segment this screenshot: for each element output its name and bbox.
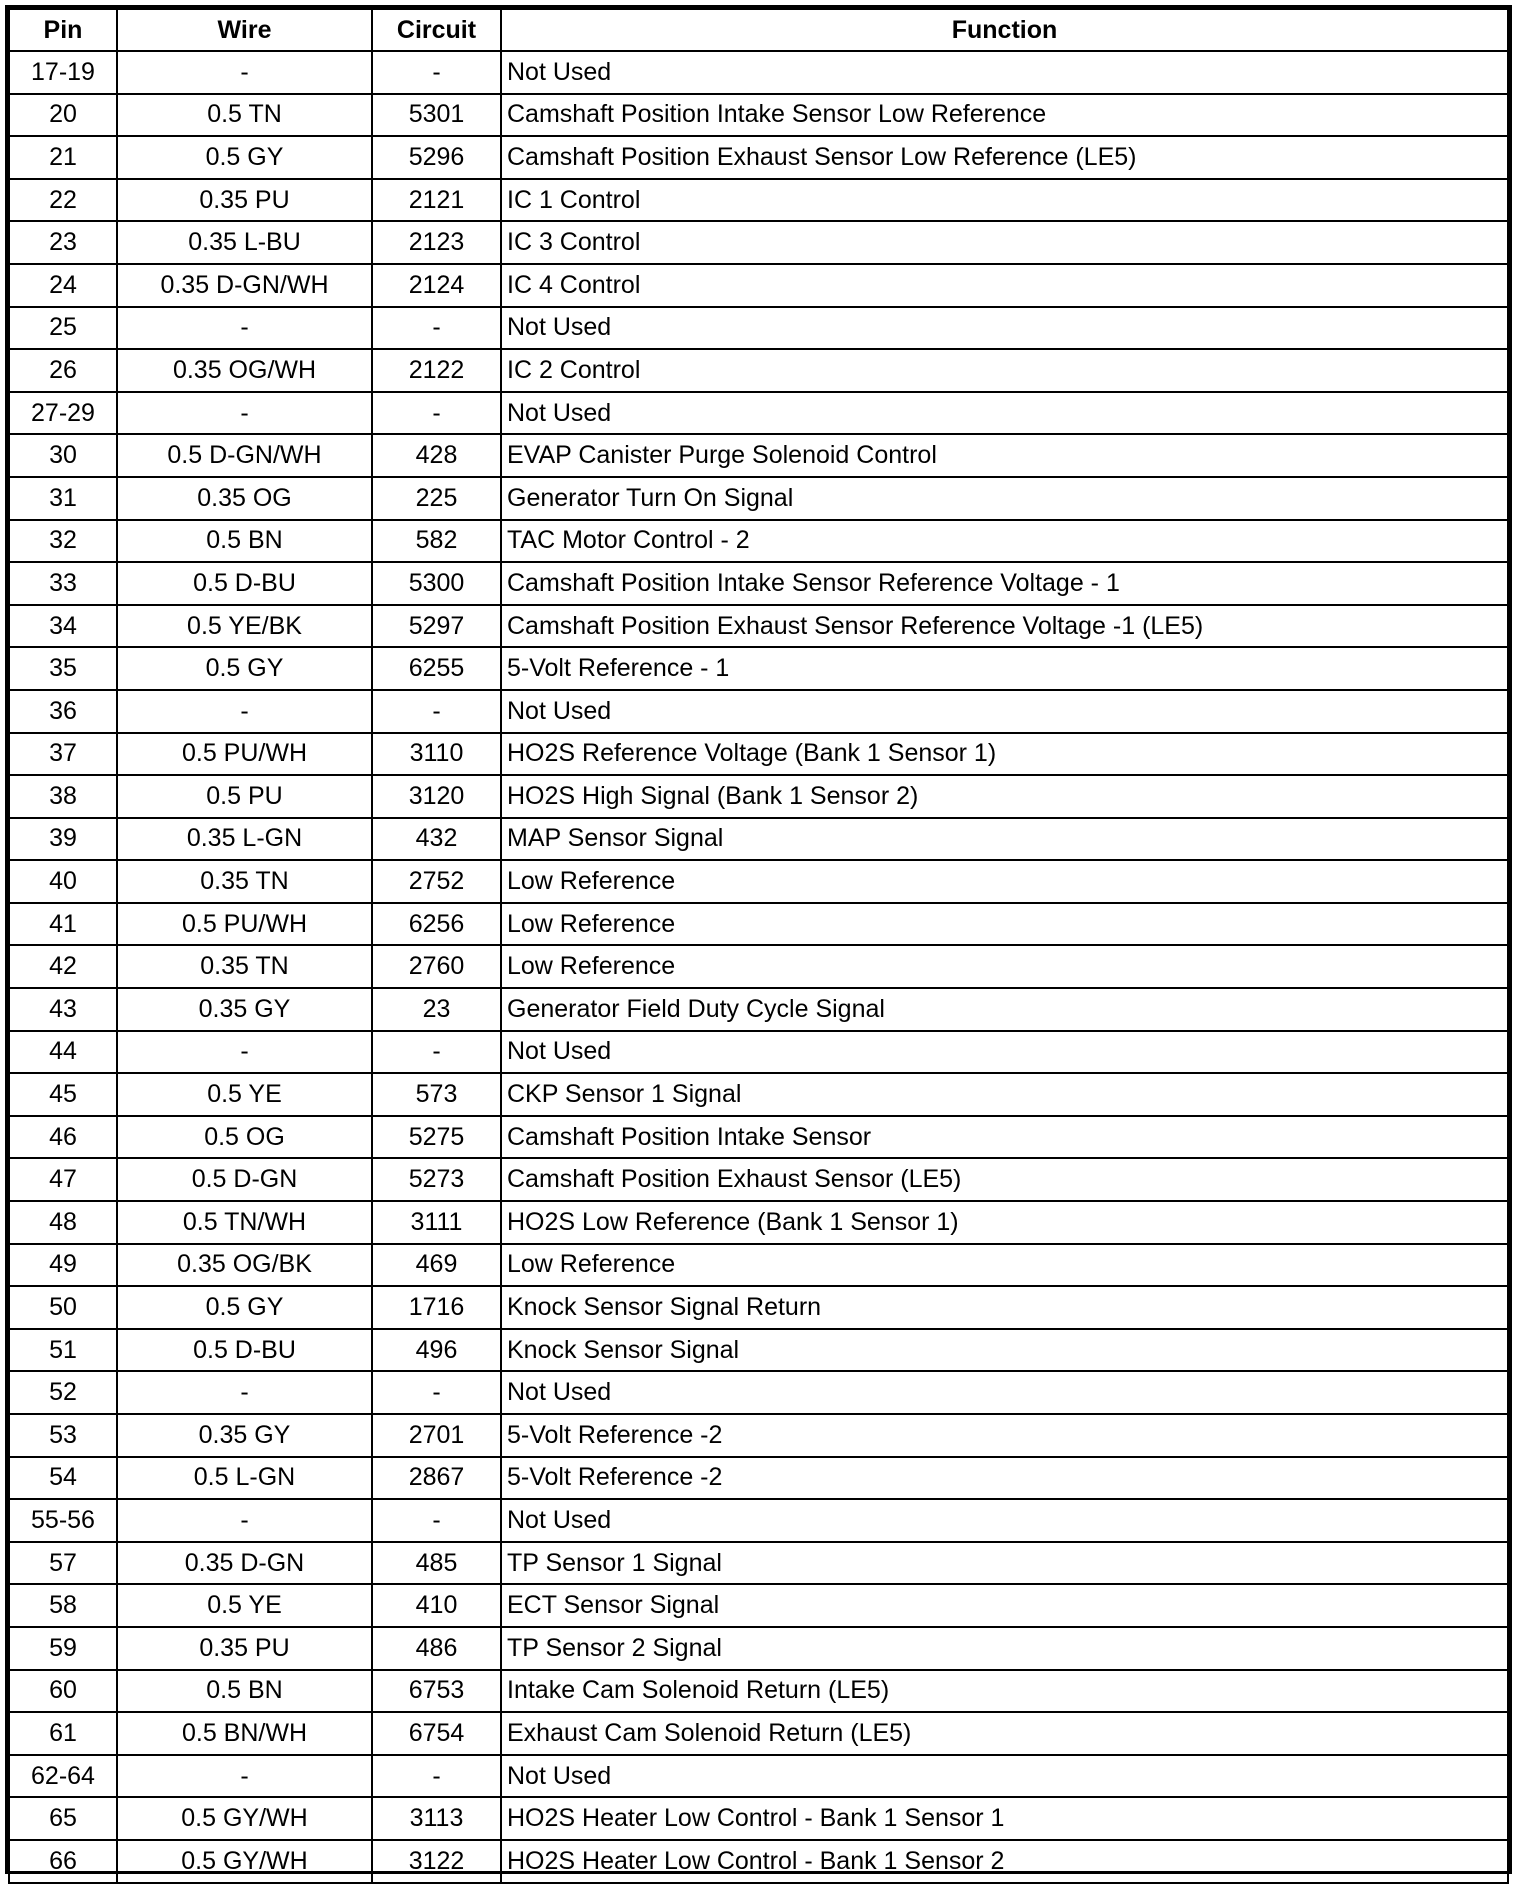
table-row — [9, 1584, 1508, 1627]
pin-cell: 61 — [9, 1712, 117, 1755]
pin-cell: 17-19 — [9, 51, 117, 94]
table-row — [9, 562, 1508, 605]
wire-cell: 0.35 GY — [117, 988, 372, 1031]
wire-cell: 0.35 PU — [117, 1627, 372, 1670]
function-cell: IC 4 Control — [501, 264, 1508, 307]
function-cell: Not Used — [501, 1371, 1508, 1414]
table-row — [9, 1031, 1508, 1074]
wire-cell: 0.5 YE — [117, 1073, 372, 1116]
wire-cell: 0.5 GY/WH — [117, 1797, 372, 1840]
table-row — [9, 136, 1508, 179]
function-cell: Not Used — [501, 690, 1508, 733]
wire-cell: - — [117, 1755, 372, 1798]
function-cell: Generator Turn On Signal — [501, 477, 1508, 520]
wire-cell: - — [117, 1371, 372, 1414]
wire-cell: 0.5 BN — [117, 1670, 372, 1713]
function-cell: IC 3 Control — [501, 221, 1508, 264]
pin-cell: 51 — [9, 1329, 117, 1372]
pin-cell: 48 — [9, 1201, 117, 1244]
function-cell: IC 2 Control — [501, 349, 1508, 392]
circuit-cell: 5296 — [372, 136, 501, 179]
circuit-cell: 2760 — [372, 945, 501, 988]
wire-cell: 0.5 GY/WH — [117, 1840, 372, 1883]
wire-cell: - — [117, 307, 372, 350]
circuit-cell: - — [372, 1499, 501, 1542]
circuit-cell: 2121 — [372, 179, 501, 222]
wire-cell: 0.5 TN — [117, 94, 372, 137]
function-cell: 5-Volt Reference -2 — [501, 1457, 1508, 1500]
circuit-cell: - — [372, 1371, 501, 1414]
circuit-cell: - — [372, 307, 501, 350]
table-row — [9, 221, 1508, 264]
pin-cell: 30 — [9, 434, 117, 477]
pin-cell: 58 — [9, 1584, 117, 1627]
wire-cell: 0.5 BN — [117, 520, 372, 563]
table-row — [9, 1244, 1508, 1287]
function-cell: Knock Sensor Signal Return — [501, 1286, 1508, 1329]
pin-cell: 46 — [9, 1116, 117, 1159]
pin-cell: 44 — [9, 1031, 117, 1074]
function-cell: Not Used — [501, 307, 1508, 350]
function-cell: Camshaft Position Intake Sensor Reference Voltage - 1 — [501, 562, 1508, 605]
function-cell: Not Used — [501, 1755, 1508, 1798]
function-cell: HO2S High Signal (Bank 1 Sensor 2) — [501, 775, 1508, 818]
table-row — [9, 945, 1508, 988]
wire-cell: 0.35 TN — [117, 860, 372, 903]
pin-cell: 27-29 — [9, 392, 117, 435]
function-cell: Camshaft Position Intake Sensor Low Reference — [501, 94, 1508, 137]
wire-cell: - — [117, 690, 372, 733]
function-cell: ECT Sensor Signal — [501, 1584, 1508, 1627]
circuit-cell: 410 — [372, 1584, 501, 1627]
circuit-cell: 5300 — [372, 562, 501, 605]
wire-cell: 0.35 OG/WH — [117, 349, 372, 392]
table-row — [9, 477, 1508, 520]
circuit-cell: 6753 — [372, 1670, 501, 1713]
wire-cell: 0.5 PU/WH — [117, 903, 372, 946]
function-cell: Camshaft Position Exhaust Sensor Reference Voltage -1 (LE5) — [501, 605, 1508, 648]
table-row — [9, 988, 1508, 1031]
circuit-cell: - — [372, 392, 501, 435]
table-row — [9, 1158, 1508, 1201]
function-cell: Intake Cam Solenoid Return (LE5) — [501, 1670, 1508, 1713]
circuit-cell: 496 — [372, 1329, 501, 1372]
function-cell: Low Reference — [501, 903, 1508, 946]
pin-cell: 42 — [9, 945, 117, 988]
circuit-cell: - — [372, 1031, 501, 1074]
function-cell: 5-Volt Reference -2 — [501, 1414, 1508, 1457]
pin-cell: 33 — [9, 562, 117, 605]
circuit-cell: 469 — [372, 1244, 501, 1287]
table-row — [9, 434, 1508, 477]
table-row — [9, 1499, 1508, 1542]
function-cell: Not Used — [501, 1499, 1508, 1542]
table-row — [9, 51, 1508, 94]
table-header-row — [9, 9, 1508, 51]
table-row — [9, 1073, 1508, 1116]
column-header-pin: Pin — [9, 9, 117, 51]
table-row — [9, 647, 1508, 690]
table-row — [9, 349, 1508, 392]
table-row — [9, 1542, 1508, 1585]
function-cell: Not Used — [501, 392, 1508, 435]
wire-cell: 0.5 D-BU — [117, 1329, 372, 1372]
wire-cell: 0.5 D-GN — [117, 1158, 372, 1201]
circuit-cell: 6754 — [372, 1712, 501, 1755]
wire-cell: - — [117, 1499, 372, 1542]
table-row — [9, 1457, 1508, 1500]
circuit-cell: 485 — [372, 1542, 501, 1585]
function-cell: EVAP Canister Purge Solenoid Control — [501, 434, 1508, 477]
wire-cell: 0.5 OG — [117, 1116, 372, 1159]
pin-cell: 60 — [9, 1670, 117, 1713]
column-header-wire: Wire — [117, 9, 372, 51]
circuit-cell: 2123 — [372, 221, 501, 264]
function-cell: Generator Field Duty Cycle Signal — [501, 988, 1508, 1031]
pin-cell: 22 — [9, 179, 117, 222]
pin-cell: 35 — [9, 647, 117, 690]
circuit-cell: 2122 — [372, 349, 501, 392]
wire-cell: 0.5 YE/BK — [117, 605, 372, 648]
table-row — [9, 1840, 1508, 1883]
wire-cell: 0.5 PU/WH — [117, 733, 372, 776]
circuit-cell: 3111 — [372, 1201, 501, 1244]
pin-cell: 59 — [9, 1627, 117, 1670]
pin-cell: 41 — [9, 903, 117, 946]
circuit-cell: 2752 — [372, 860, 501, 903]
wire-cell: 0.5 D-BU — [117, 562, 372, 605]
table-row — [9, 392, 1508, 435]
function-cell: 5-Volt Reference - 1 — [501, 647, 1508, 690]
wire-cell: 0.5 GY — [117, 647, 372, 690]
table-row — [9, 1670, 1508, 1713]
function-cell: Low Reference — [501, 945, 1508, 988]
table-row — [9, 1755, 1508, 1798]
function-cell: CKP Sensor 1 Signal — [501, 1073, 1508, 1116]
table-row — [9, 903, 1508, 946]
function-cell: TP Sensor 1 Signal — [501, 1542, 1508, 1585]
pin-cell: 36 — [9, 690, 117, 733]
circuit-cell: 2701 — [372, 1414, 501, 1457]
pin-cell: 54 — [9, 1457, 117, 1500]
circuit-cell: 573 — [372, 1073, 501, 1116]
pin-cell: 34 — [9, 605, 117, 648]
pin-cell: 52 — [9, 1371, 117, 1414]
circuit-cell: 5273 — [372, 1158, 501, 1201]
pin-cell: 45 — [9, 1073, 117, 1116]
pin-cell: 43 — [9, 988, 117, 1031]
table-row — [9, 1627, 1508, 1670]
pin-cell: 24 — [9, 264, 117, 307]
table-row — [9, 1329, 1508, 1372]
circuit-cell: 432 — [372, 818, 501, 861]
circuit-cell: - — [372, 1755, 501, 1798]
wire-cell: - — [117, 392, 372, 435]
circuit-cell: 428 — [372, 434, 501, 477]
circuit-cell: 6256 — [372, 903, 501, 946]
table-row — [9, 690, 1508, 733]
wire-cell: 0.35 OG — [117, 477, 372, 520]
pin-cell: 49 — [9, 1244, 117, 1287]
circuit-cell: 5275 — [372, 1116, 501, 1159]
table-row — [9, 264, 1508, 307]
circuit-cell: 225 — [372, 477, 501, 520]
wire-cell: 0.5 BN/WH — [117, 1712, 372, 1755]
pin-cell: 53 — [9, 1414, 117, 1457]
circuit-cell: 2124 — [372, 264, 501, 307]
circuit-cell: 3113 — [372, 1797, 501, 1840]
pin-cell: 62-64 — [9, 1755, 117, 1798]
wire-cell: - — [117, 1031, 372, 1074]
wire-cell: 0.5 YE — [117, 1584, 372, 1627]
table-row — [9, 1116, 1508, 1159]
table-row — [9, 860, 1508, 903]
function-cell: Camshaft Position Intake Sensor — [501, 1116, 1508, 1159]
table-row — [9, 775, 1508, 818]
circuit-cell: 5301 — [372, 94, 501, 137]
wire-cell: 0.35 TN — [117, 945, 372, 988]
function-cell: HO2S Heater Low Control - Bank 1 Sensor 2 — [501, 1840, 1508, 1883]
table-row — [9, 1797, 1508, 1840]
wire-cell: 0.35 D-GN — [117, 1542, 372, 1585]
table-row — [9, 1201, 1508, 1244]
table-row — [9, 307, 1508, 350]
function-cell: HO2S Reference Voltage (Bank 1 Sensor 1) — [501, 733, 1508, 776]
function-cell: Low Reference — [501, 1244, 1508, 1287]
wire-cell: 0.5 GY — [117, 136, 372, 179]
pin-cell: 25 — [9, 307, 117, 350]
circuit-cell: 3120 — [372, 775, 501, 818]
function-cell: Not Used — [501, 1031, 1508, 1074]
pin-cell: 65 — [9, 1797, 117, 1840]
wire-cell: 0.35 L-GN — [117, 818, 372, 861]
table-row — [9, 94, 1508, 137]
function-cell: Knock Sensor Signal — [501, 1329, 1508, 1372]
pin-cell: 31 — [9, 477, 117, 520]
function-cell: Camshaft Position Exhaust Sensor Low Reference (LE5) — [501, 136, 1508, 179]
function-cell: Camshaft Position Exhaust Sensor (LE5) — [501, 1158, 1508, 1201]
table-row — [9, 520, 1508, 563]
circuit-cell: 23 — [372, 988, 501, 1031]
table-row — [9, 1371, 1508, 1414]
pin-cell: 66 — [9, 1840, 117, 1883]
wire-cell: 0.35 OG/BK — [117, 1244, 372, 1287]
wire-cell: 0.35 GY — [117, 1414, 372, 1457]
table-row — [9, 179, 1508, 222]
circuit-cell: 486 — [372, 1627, 501, 1670]
pin-cell: 47 — [9, 1158, 117, 1201]
wire-cell: - — [117, 51, 372, 94]
pin-cell: 37 — [9, 733, 117, 776]
pin-cell: 40 — [9, 860, 117, 903]
pin-cell: 23 — [9, 221, 117, 264]
wire-cell: 0.5 D-GN/WH — [117, 434, 372, 477]
wire-cell: 0.5 GY — [117, 1286, 372, 1329]
wire-cell: 0.35 PU — [117, 179, 372, 222]
wire-cell: 0.35 L-BU — [117, 221, 372, 264]
circuit-cell: 3122 — [372, 1840, 501, 1883]
pin-cell: 20 — [9, 94, 117, 137]
circuit-cell: 1716 — [372, 1286, 501, 1329]
function-cell: MAP Sensor Signal — [501, 818, 1508, 861]
wire-cell: 0.5 TN/WH — [117, 1201, 372, 1244]
circuit-cell: - — [372, 51, 501, 94]
table-row — [9, 605, 1508, 648]
table-row — [9, 1286, 1508, 1329]
wire-cell: 0.5 L-GN — [117, 1457, 372, 1500]
table-row — [9, 1414, 1508, 1457]
pin-cell: 50 — [9, 1286, 117, 1329]
function-cell: HO2S Low Reference (Bank 1 Sensor 1) — [501, 1201, 1508, 1244]
wire-cell: 0.35 D-GN/WH — [117, 264, 372, 307]
function-cell: HO2S Heater Low Control - Bank 1 Sensor 1 — [501, 1797, 1508, 1840]
wire-cell: 0.5 PU — [117, 775, 372, 818]
pin-cell: 55-56 — [9, 1499, 117, 1542]
table-row — [9, 1712, 1508, 1755]
pin-cell: 21 — [9, 136, 117, 179]
pin-cell: 32 — [9, 520, 117, 563]
circuit-cell: 2867 — [372, 1457, 501, 1500]
function-cell: IC 1 Control — [501, 179, 1508, 222]
function-cell: Not Used — [501, 51, 1508, 94]
column-header-function: Function — [501, 9, 1508, 51]
table-body — [9, 51, 1508, 1883]
pin-cell: 39 — [9, 818, 117, 861]
table-row — [9, 818, 1508, 861]
function-cell: Low Reference — [501, 860, 1508, 903]
function-cell: Exhaust Cam Solenoid Return (LE5) — [501, 1712, 1508, 1755]
circuit-cell: - — [372, 690, 501, 733]
function-cell: TP Sensor 2 Signal — [501, 1627, 1508, 1670]
pin-cell: 57 — [9, 1542, 117, 1585]
column-header-circuit: Circuit — [372, 9, 501, 51]
circuit-cell: 5297 — [372, 605, 501, 648]
circuit-cell: 3110 — [372, 733, 501, 776]
pin-cell: 26 — [9, 349, 117, 392]
pin-cell: 38 — [9, 775, 117, 818]
function-cell: TAC Motor Control - 2 — [501, 520, 1508, 563]
table-row — [9, 733, 1508, 776]
pinout-table-container — [5, 5, 1512, 1874]
circuit-cell: 6255 — [372, 647, 501, 690]
pinout-table — [8, 8, 1509, 1884]
circuit-cell: 582 — [372, 520, 501, 563]
